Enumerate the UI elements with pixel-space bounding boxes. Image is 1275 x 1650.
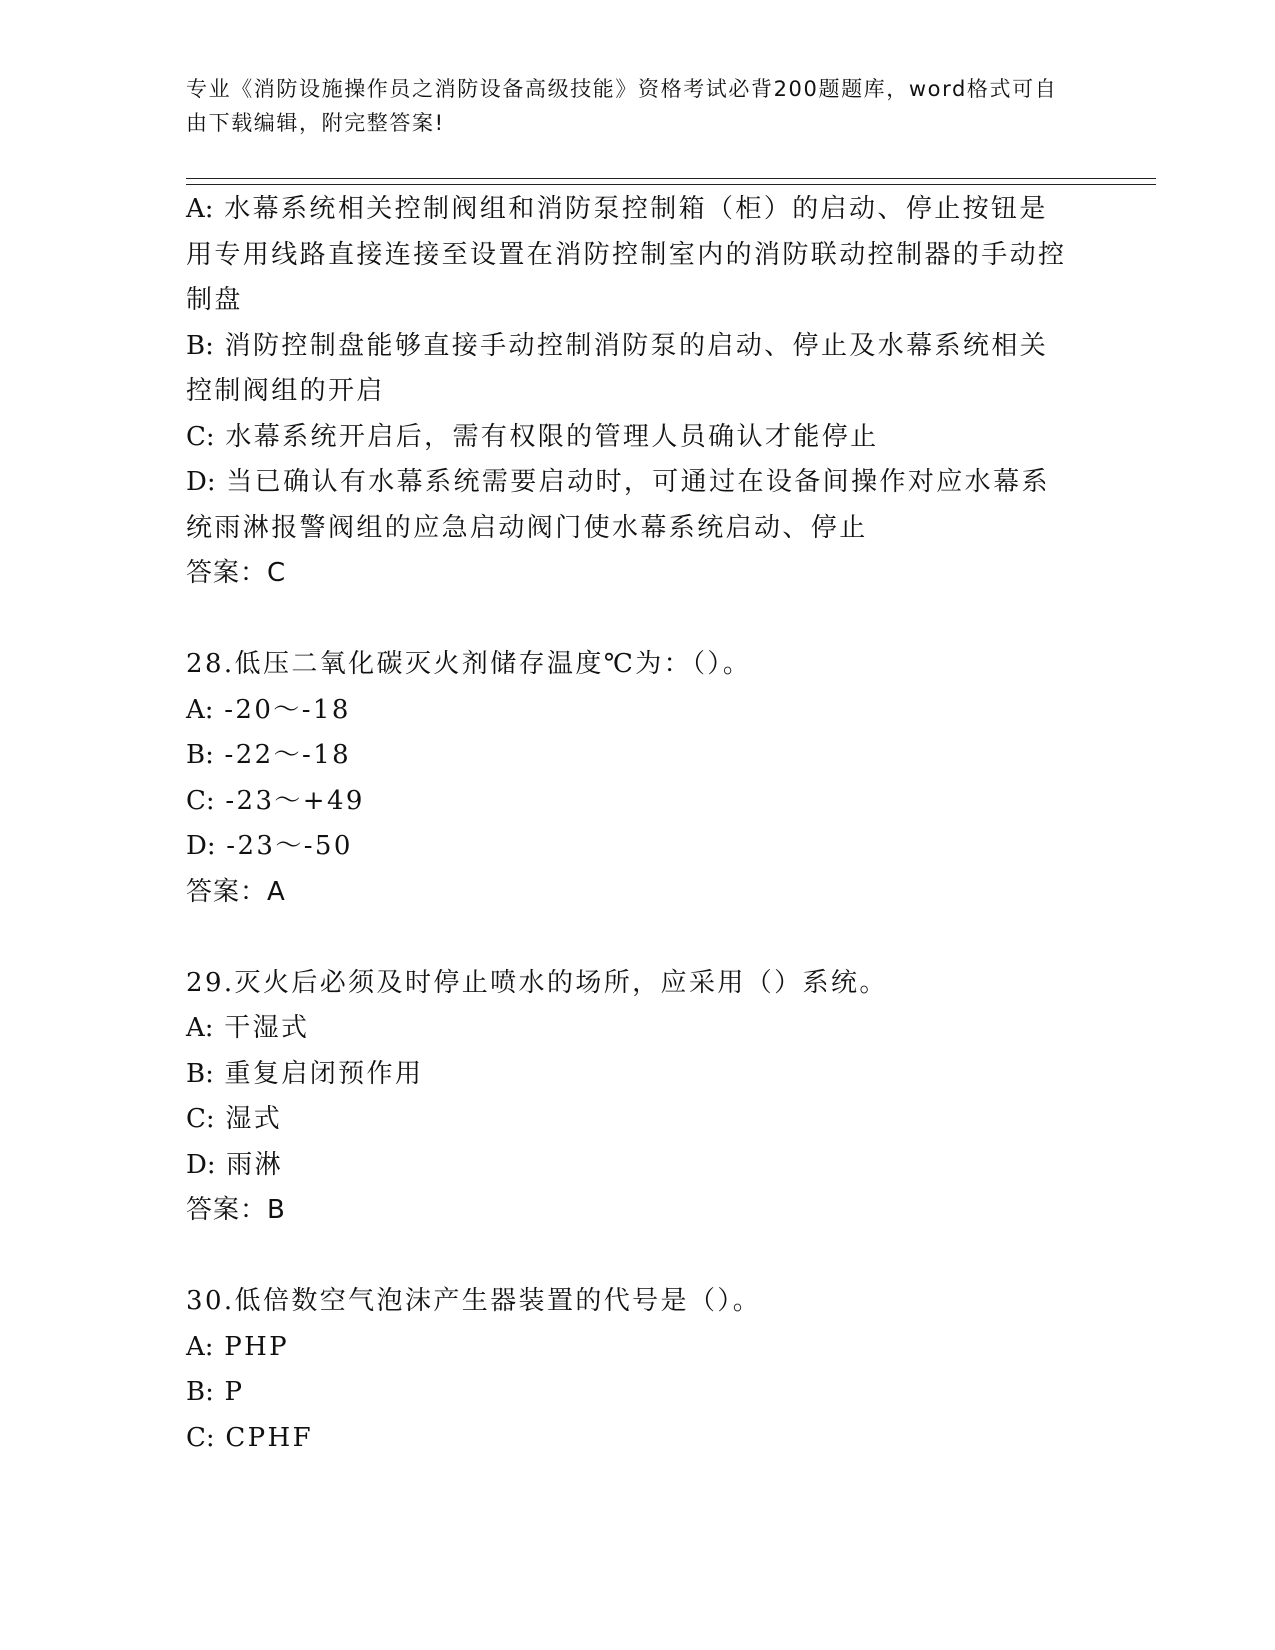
header-rule-top	[186, 178, 1156, 179]
option-a	[186, 1006, 1076, 1052]
question-stem: 30.低倍数空气泡沫产生器装置的代号是（）。	[186, 1286, 762, 1316]
question-stem: 28.低压二氧化碳灭火剂储存温度℃为：（）。	[186, 649, 752, 679]
option-d	[186, 460, 1076, 551]
option-label: A:	[186, 694, 214, 725]
option-text: -20～-18	[224, 694, 351, 725]
option-d	[186, 1143, 1076, 1189]
header-rule-bottom	[186, 184, 1156, 185]
question-content	[186, 187, 1076, 1461]
option-text: 水幕系统相关控制阀组和消防泵控制箱（柜）的启动、停止按钮是用专用线路直接连接至设置在消防控制室内的消防联动控制器的手动控制盘	[186, 194, 1067, 315]
option-text: 当已确认有水幕系统需要启动时，可通过在设备间操作对应水幕系统雨淋报警阀组的应急启动阀门使水幕系统启动、停止	[186, 467, 1050, 543]
option-c	[186, 1097, 1076, 1143]
option-c	[186, 415, 1076, 461]
option-label: A:	[186, 194, 214, 224]
spacer	[186, 1234, 1076, 1280]
option-label: C:	[186, 785, 215, 816]
option-text: -22～-18	[224, 740, 352, 770]
option-label: C:	[186, 421, 215, 452]
option-a	[186, 1325, 1076, 1371]
option-label: A:	[186, 1331, 214, 1362]
option-label: B:	[186, 1058, 214, 1089]
question-stem: 29.灭火后必须及时停止喷水的场所，应采用（）系统。	[186, 967, 888, 998]
option-a	[186, 688, 1076, 734]
spacer	[186, 597, 1076, 643]
option-text: -23～+49	[225, 785, 365, 816]
option-text: 干湿式	[224, 1013, 310, 1043]
answer-line: 答案：A	[186, 876, 286, 907]
option-c	[186, 1416, 1076, 1462]
option-label: B:	[186, 330, 214, 361]
option-text: 湿式	[225, 1104, 283, 1134]
document-header	[186, 72, 1066, 140]
option-text: 重复启闭预作用	[224, 1058, 424, 1089]
option-label: B:	[186, 740, 214, 770]
answer-line: 答案：B	[186, 1195, 286, 1225]
option-label: A:	[186, 1013, 214, 1043]
option-label: D:	[186, 467, 216, 497]
option-label: D:	[186, 831, 216, 861]
answer-line: 答案：C	[186, 558, 287, 588]
header-title: 专业《消防设施操作员之消防设备高级技能》资格考试必背200题题库，word格式可自由下载编辑，附完整答案!	[186, 77, 1058, 135]
option-label: B:	[186, 1377, 214, 1407]
option-b	[186, 1052, 1076, 1098]
option-label: C:	[186, 1422, 215, 1453]
option-text: P	[224, 1377, 245, 1407]
option-b	[186, 733, 1076, 779]
option-text: 雨淋	[226, 1149, 284, 1180]
option-label: C:	[186, 1104, 215, 1134]
option-a	[186, 187, 1076, 324]
option-c	[186, 779, 1076, 825]
option-text: 水幕系统开启后，需有权限的管理人员确认才能停止	[225, 421, 879, 452]
option-label: D:	[186, 1149, 216, 1180]
option-d	[186, 824, 1076, 870]
option-text: 消防控制盘能够直接手动控制消防泵的启动、停止及水幕系统相关控制阀组的开启	[186, 330, 1049, 406]
option-text: PHP	[224, 1331, 290, 1362]
option-b	[186, 1370, 1076, 1416]
option-b	[186, 324, 1076, 415]
option-text: CPHF	[225, 1422, 314, 1453]
spacer	[186, 915, 1076, 961]
option-text: -23～-50	[226, 831, 353, 861]
